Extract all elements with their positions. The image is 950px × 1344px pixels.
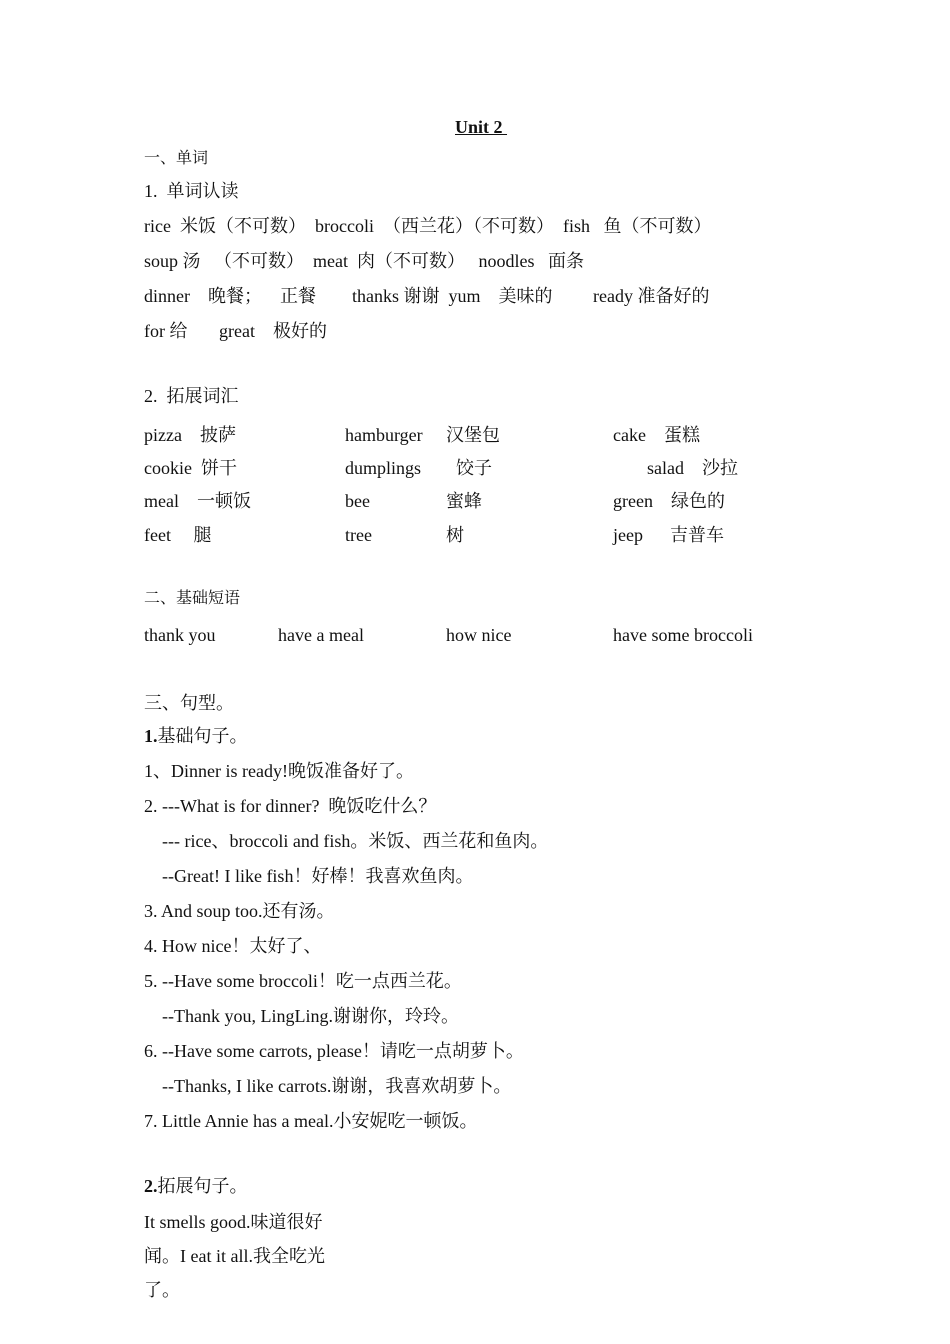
subheading-basic-sentences xyxy=(144,727,248,745)
basic-label: 基础句子。 xyxy=(157,726,248,746)
word-line: rice 米饭（不可数） broccoli （西兰花）（不可数） fish 鱼（不可数） xyxy=(144,216,712,236)
sentence: --Thank you, LingLing.谢谢你，玲玲。 xyxy=(144,1006,459,1026)
vocab-cell: tree xyxy=(345,525,372,545)
sentence: --Thanks, I like carrots.谢谢，我喜欢胡萝卜。 xyxy=(144,1076,512,1096)
phrase: thank you xyxy=(144,625,216,645)
sentence: 3. And soup too.还有汤。 xyxy=(144,901,335,921)
phrase: have some broccoli xyxy=(613,625,753,645)
vocab-cell: bee xyxy=(345,491,370,511)
vocab-cell: dumplings xyxy=(345,458,422,478)
extended-sentence-line: It smells good.味道很好 xyxy=(144,1212,323,1232)
ext-number: 2. xyxy=(144,1176,158,1196)
vocab-cell: salad 沙拉 xyxy=(647,458,738,478)
vocab-cell: cookie 饼干 xyxy=(144,458,237,478)
vocab-cell: jeep 吉普车 xyxy=(613,525,724,545)
vocab-cell: 蜜蜂 xyxy=(446,491,482,511)
ext-label: 拓展句子。 xyxy=(157,1176,248,1196)
sentence: 6. --Have some carrots, please！请吃一点胡萝卜。 xyxy=(144,1041,524,1061)
vocab-cell: 汉堡包 xyxy=(446,425,500,445)
vocab-cell: 饺子 xyxy=(456,458,492,478)
basic-number: 1. xyxy=(144,726,158,746)
vocab-cell: cake 蛋糕 xyxy=(613,425,700,445)
sentence: 4. How nice！太好了、 xyxy=(144,936,322,956)
word-line: soup 汤 （不可数） meat 肉（不可数） noodles 面条 xyxy=(144,251,584,271)
vocab-cell: green 绿色的 xyxy=(613,491,725,511)
vocab-cell: 树 xyxy=(446,525,464,545)
subheading-extended-sentences xyxy=(144,1177,248,1195)
vocab-cell: hamburger xyxy=(345,425,423,445)
sentence: --- rice、broccoli and fish。米饭、西兰花和鱼肉。 xyxy=(144,831,549,851)
sentence: --Great! I like fish！好棒！我喜欢鱼肉。 xyxy=(144,866,474,886)
sentence: 2. ---What is for dinner? 晚饭吃什么？ xyxy=(144,796,437,816)
extended-sentence-line: 闻。I eat it all.我全吃光 xyxy=(144,1246,325,1266)
phrase: have a meal xyxy=(278,625,364,645)
vocab-cell: pizza 披萨 xyxy=(144,425,236,445)
subheading-word-reading: 1. 单词认读 xyxy=(144,181,239,201)
word-line: for 给 great 极好的 xyxy=(144,321,327,341)
sentence: 5. --Have some broccoli！吃一点西兰花。 xyxy=(144,971,462,991)
sentence: 1、Dinner is ready!晚饭准备好了。 xyxy=(144,761,414,781)
section-heading-words: 一、单词 xyxy=(144,150,209,167)
vocab-cell: feet 腿 xyxy=(144,525,212,545)
subheading-extended-vocab: 2. 拓展词汇 xyxy=(144,386,239,406)
word-line: dinner 晚餐； 正餐 thanks 谢谢 yum 美味的 ready 准备好的 xyxy=(144,286,710,306)
phrase: how nice xyxy=(446,625,512,645)
extended-sentence-line: 了。 xyxy=(144,1280,180,1300)
vocab-cell: meal 一顿饭 xyxy=(144,491,251,511)
sentence: 7. Little Annie has a meal.小安妮吃一顿饭。 xyxy=(144,1111,478,1131)
page-title: Unit 2 xyxy=(455,117,508,137)
section-heading-sentences: 三、句型。 xyxy=(144,693,234,713)
section-heading-phrases: 二、基础短语 xyxy=(144,590,241,607)
